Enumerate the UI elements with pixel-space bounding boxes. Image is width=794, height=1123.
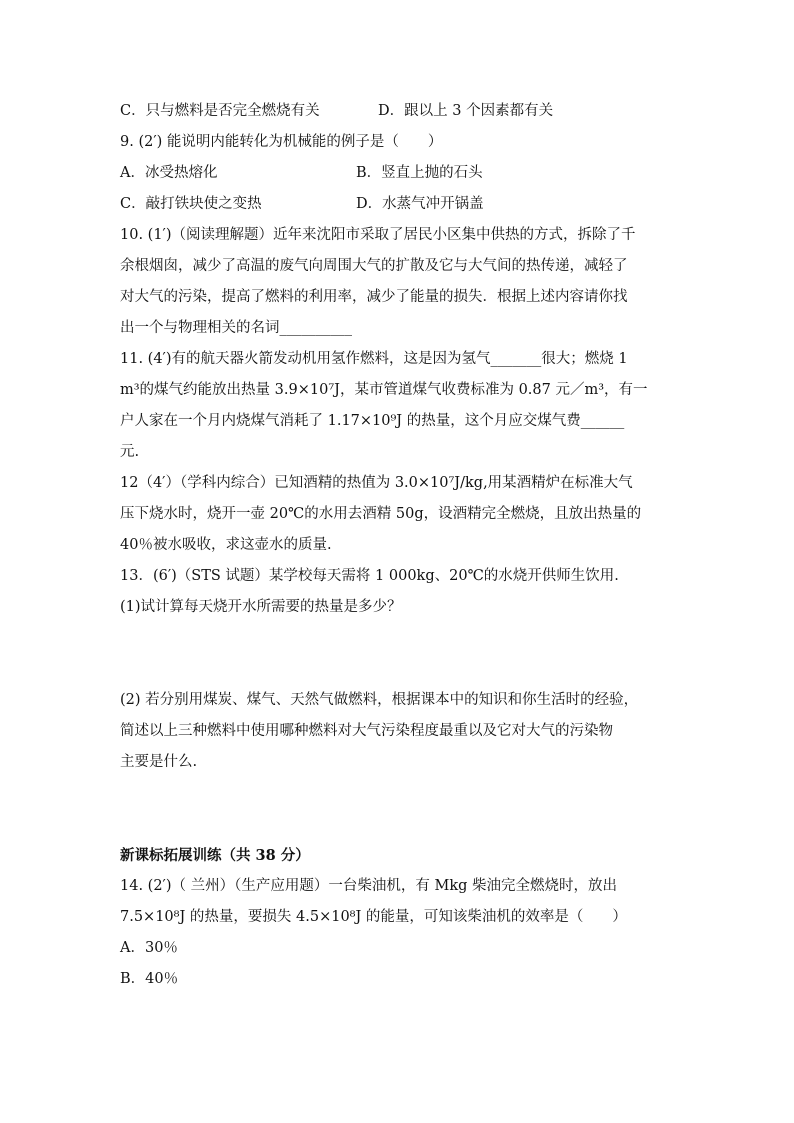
answer-space [120,778,680,840]
q11-line-3: 户人家在一个月内烧煤气消耗了 1.17×10⁹J 的热量，这个月应交煤气费______ [120,413,625,429]
q11-line-4: 元. [120,444,140,460]
q9-option-a: A．冰受热熔化 [120,165,218,181]
q14-line-2: 7.5×10⁸J 的热量，要损失 4.5×10⁸J 的能量，可知该柴油机的效率是（ ） [120,909,627,925]
q8-options-cd [120,96,680,127]
q13-part-1: (1)试计算每天烧开水所需要的热量是多少？ [120,599,402,615]
q14-line-1: 14. (2′)（ 兰州）（生产应用题）一台柴油机，有 Mkg 柴油完全燃烧时，放出 [120,878,617,894]
q9-option-d: D．水蒸气冲开锅盖 [356,196,484,212]
q13-part-2-line-3: 主要是什么. [120,754,198,770]
q11-line-1: 11. (4′)有的航天器火箭发动机用氢作燃料，这是因为氢气_______很大；燃烧 1 [120,351,628,367]
q9-stem: 9. (2′) 能说明内能转化为机械能的例子是（ ） [120,134,443,150]
q13-part-2-line-1: (2) 若分别用煤炭、煤气、天然气做燃料，根据课本中的知识和你生活时的经验， [120,692,639,708]
q11-line-2: m³的煤气约能放出热量 3.9×10⁷J，某市管道煤气收费标准为 0.87 元／m³，有一 [120,382,648,398]
q13-line-1: 13．(6′)（STS 试题）某学校每天需将 1 000kg、20℃的水烧开供师生饮用. [120,568,619,584]
answer-space [120,623,680,685]
q8-option-d: D．跟以上 3 个因素都有关 [378,103,554,119]
q9-option-c: C．敲打铁块使之变热 [120,196,262,212]
q14-option-b: B．40％ [120,971,179,987]
q9-option-b: B．竖直上抛的石头 [356,165,483,181]
q9-options-ab [120,158,680,189]
q12-line-1: 12（4′）（学科内综合）已知酒精的热值为 3.0×10⁷J/kg,用某酒精炉在标准大气 [120,475,633,491]
q13-part-2-line-2: 简述以上三种燃料中使用哪种燃料对大气污染程度最重以及它对大气的污染物 [120,723,613,739]
q12-line-2: 压下烧水时，烧开一壶 20℃的水用去酒精 50g，设酒精完全燃烧，且放出热量的 [120,506,642,522]
q10-line-4: 出一个与物理相关的名词__________ [120,320,352,336]
q12-line-3: 40％被水吸收，求这壶水的质量. [120,537,332,553]
q10-line-2: 余根烟囱，减少了高温的废气向周围大气的扩散及它与大气间的热传递，减轻了 [120,258,628,274]
q14-option-a: A．30％ [120,940,178,956]
q10-line-1: 10. (1′)（阅读理解题）近年来沈阳市采取了居民小区集中供热的方式，拆除了千 [120,227,636,243]
document-page [120,96,680,995]
q8-option-c: C．只与燃料是否完全燃烧有关 [120,103,320,119]
q9-options-cd [120,189,680,220]
q10-line-3: 对大气的污染，提高了燃料的利用率，减少了能量的损失．根据上述内容请你找 [120,289,628,305]
section-title: 新课标拓展训练（共 38 分） [120,847,310,864]
